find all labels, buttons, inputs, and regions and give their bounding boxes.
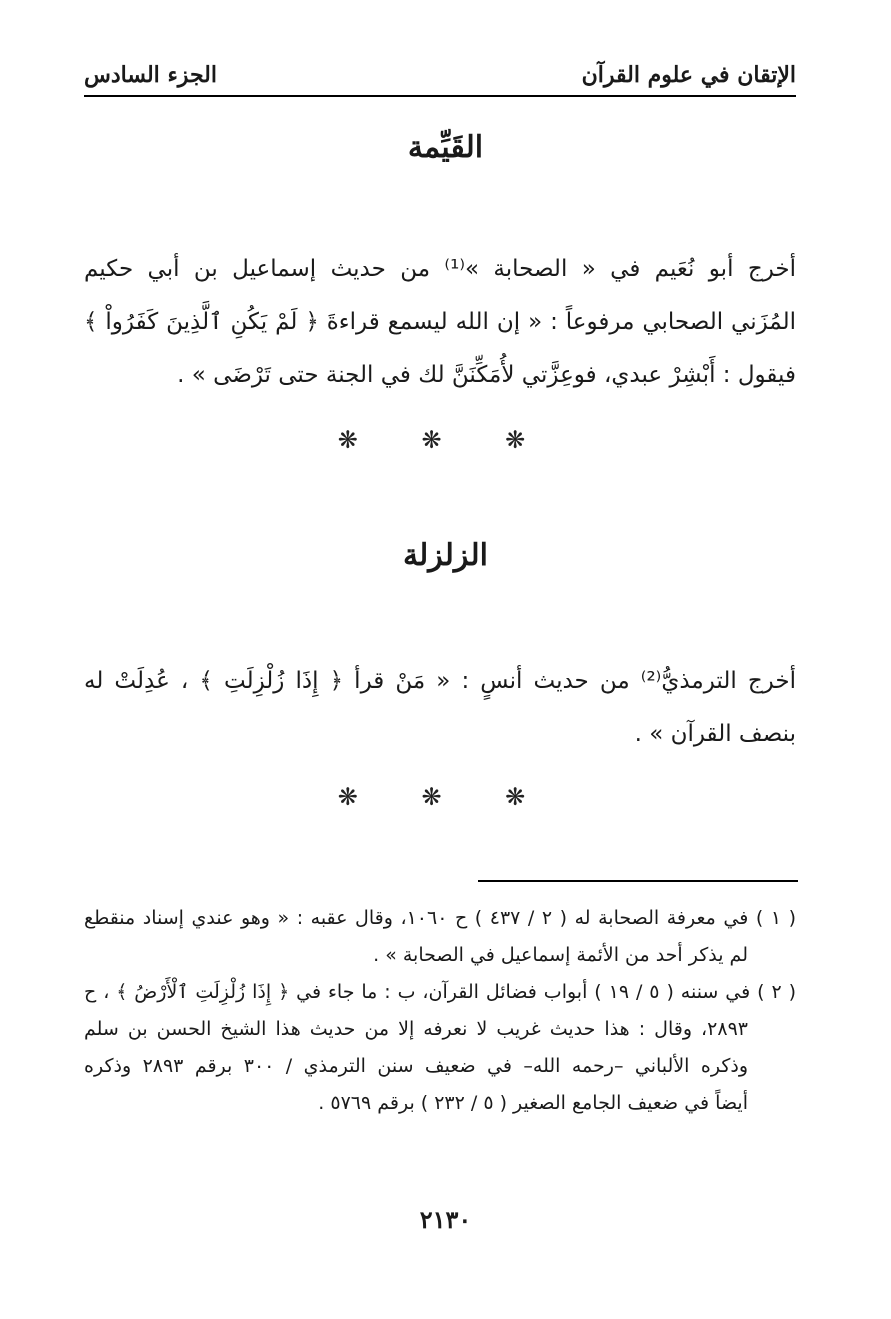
text-line: فيقول : أَبْشِرْ عبدي، فوعِزَّتي لأُمَكِّنَنَّ لك في الجنة حتى تَرْضَى » . <box>177 362 796 388</box>
section-text-qayyima <box>84 243 796 402</box>
footnote-line: ٢٨٩٣، وقال : هذا حديث غريب لا نعرفه إلا من حديث هذا الشيخ الحسن بن سلم <box>84 1018 748 1040</box>
text-line: أخرج أبو نُعَيم في « الصحابة »⁽¹⁾ من حديث إسماعيل بن أبي حكيم <box>84 256 796 282</box>
section-text-zalzala <box>84 655 796 761</box>
section-title-zalzala: الزلزلة <box>403 538 488 573</box>
section-title-qayyima: القَيِّمة <box>407 130 484 165</box>
footnote-line: لم يذكر أحد من الأئمة إسماعيل في الصحابة » . <box>373 944 748 966</box>
section-separator: ❋ ❋ ❋ <box>337 783 554 811</box>
footnote-line: أيضاً في ضعيف الجامع الصغير ( ٥ / ٢٣٢ ) برقم ٥٧٦٩ . <box>318 1092 748 1114</box>
footnote-divider <box>478 880 798 882</box>
text-line: المُزَني الصحابي مرفوعاً : « إن الله ليسمع قراءةَ ﴿ لَمْ يَكُنِ ٱلَّذِينَ كَفَرُواْ ﴾ <box>84 309 796 335</box>
running-header <box>84 55 796 97</box>
footnote-line: ( ٢ ) في سننه ( ٥ / ١٩ ) أبواب فضائل القرآن، ب : ما جاء في ﴿ إِذَا زُلْزِلَتِ ٱلْأَرْضُ ﴾ ، ح <box>84 981 797 1003</box>
footnotes <box>84 900 796 1122</box>
volume-label: الجزء السادس <box>84 62 217 88</box>
footnote-line: وذكره الألباني –رحمه الله– في ضعيف سنن الترمذي / ٣٠٠ برقم ٢٨٩٣ وذكره <box>84 1055 748 1077</box>
section-separator: ❋ ❋ ❋ <box>337 426 554 454</box>
book-title: الإتقان في علوم القرآن <box>581 62 796 88</box>
text-line: أخرج الترمذيُّ⁽²⁾ من حديث أنسٍ : « مَنْ قرأ ﴿ إِذَا زُلْزِلَتِ ﴾ ، عُدِلَتْ له <box>84 668 796 694</box>
footnote-line: ( ١ ) في معرفة الصحابة له ( ٢ / ٤٣٧ ) ح ١٠٦٠، وقال عقبه : « وهو عندي إسناد منقطع <box>84 907 797 929</box>
page-number: ٢١٣٠ <box>419 1205 472 1234</box>
text-line: بنصف القرآن » . <box>634 721 796 747</box>
